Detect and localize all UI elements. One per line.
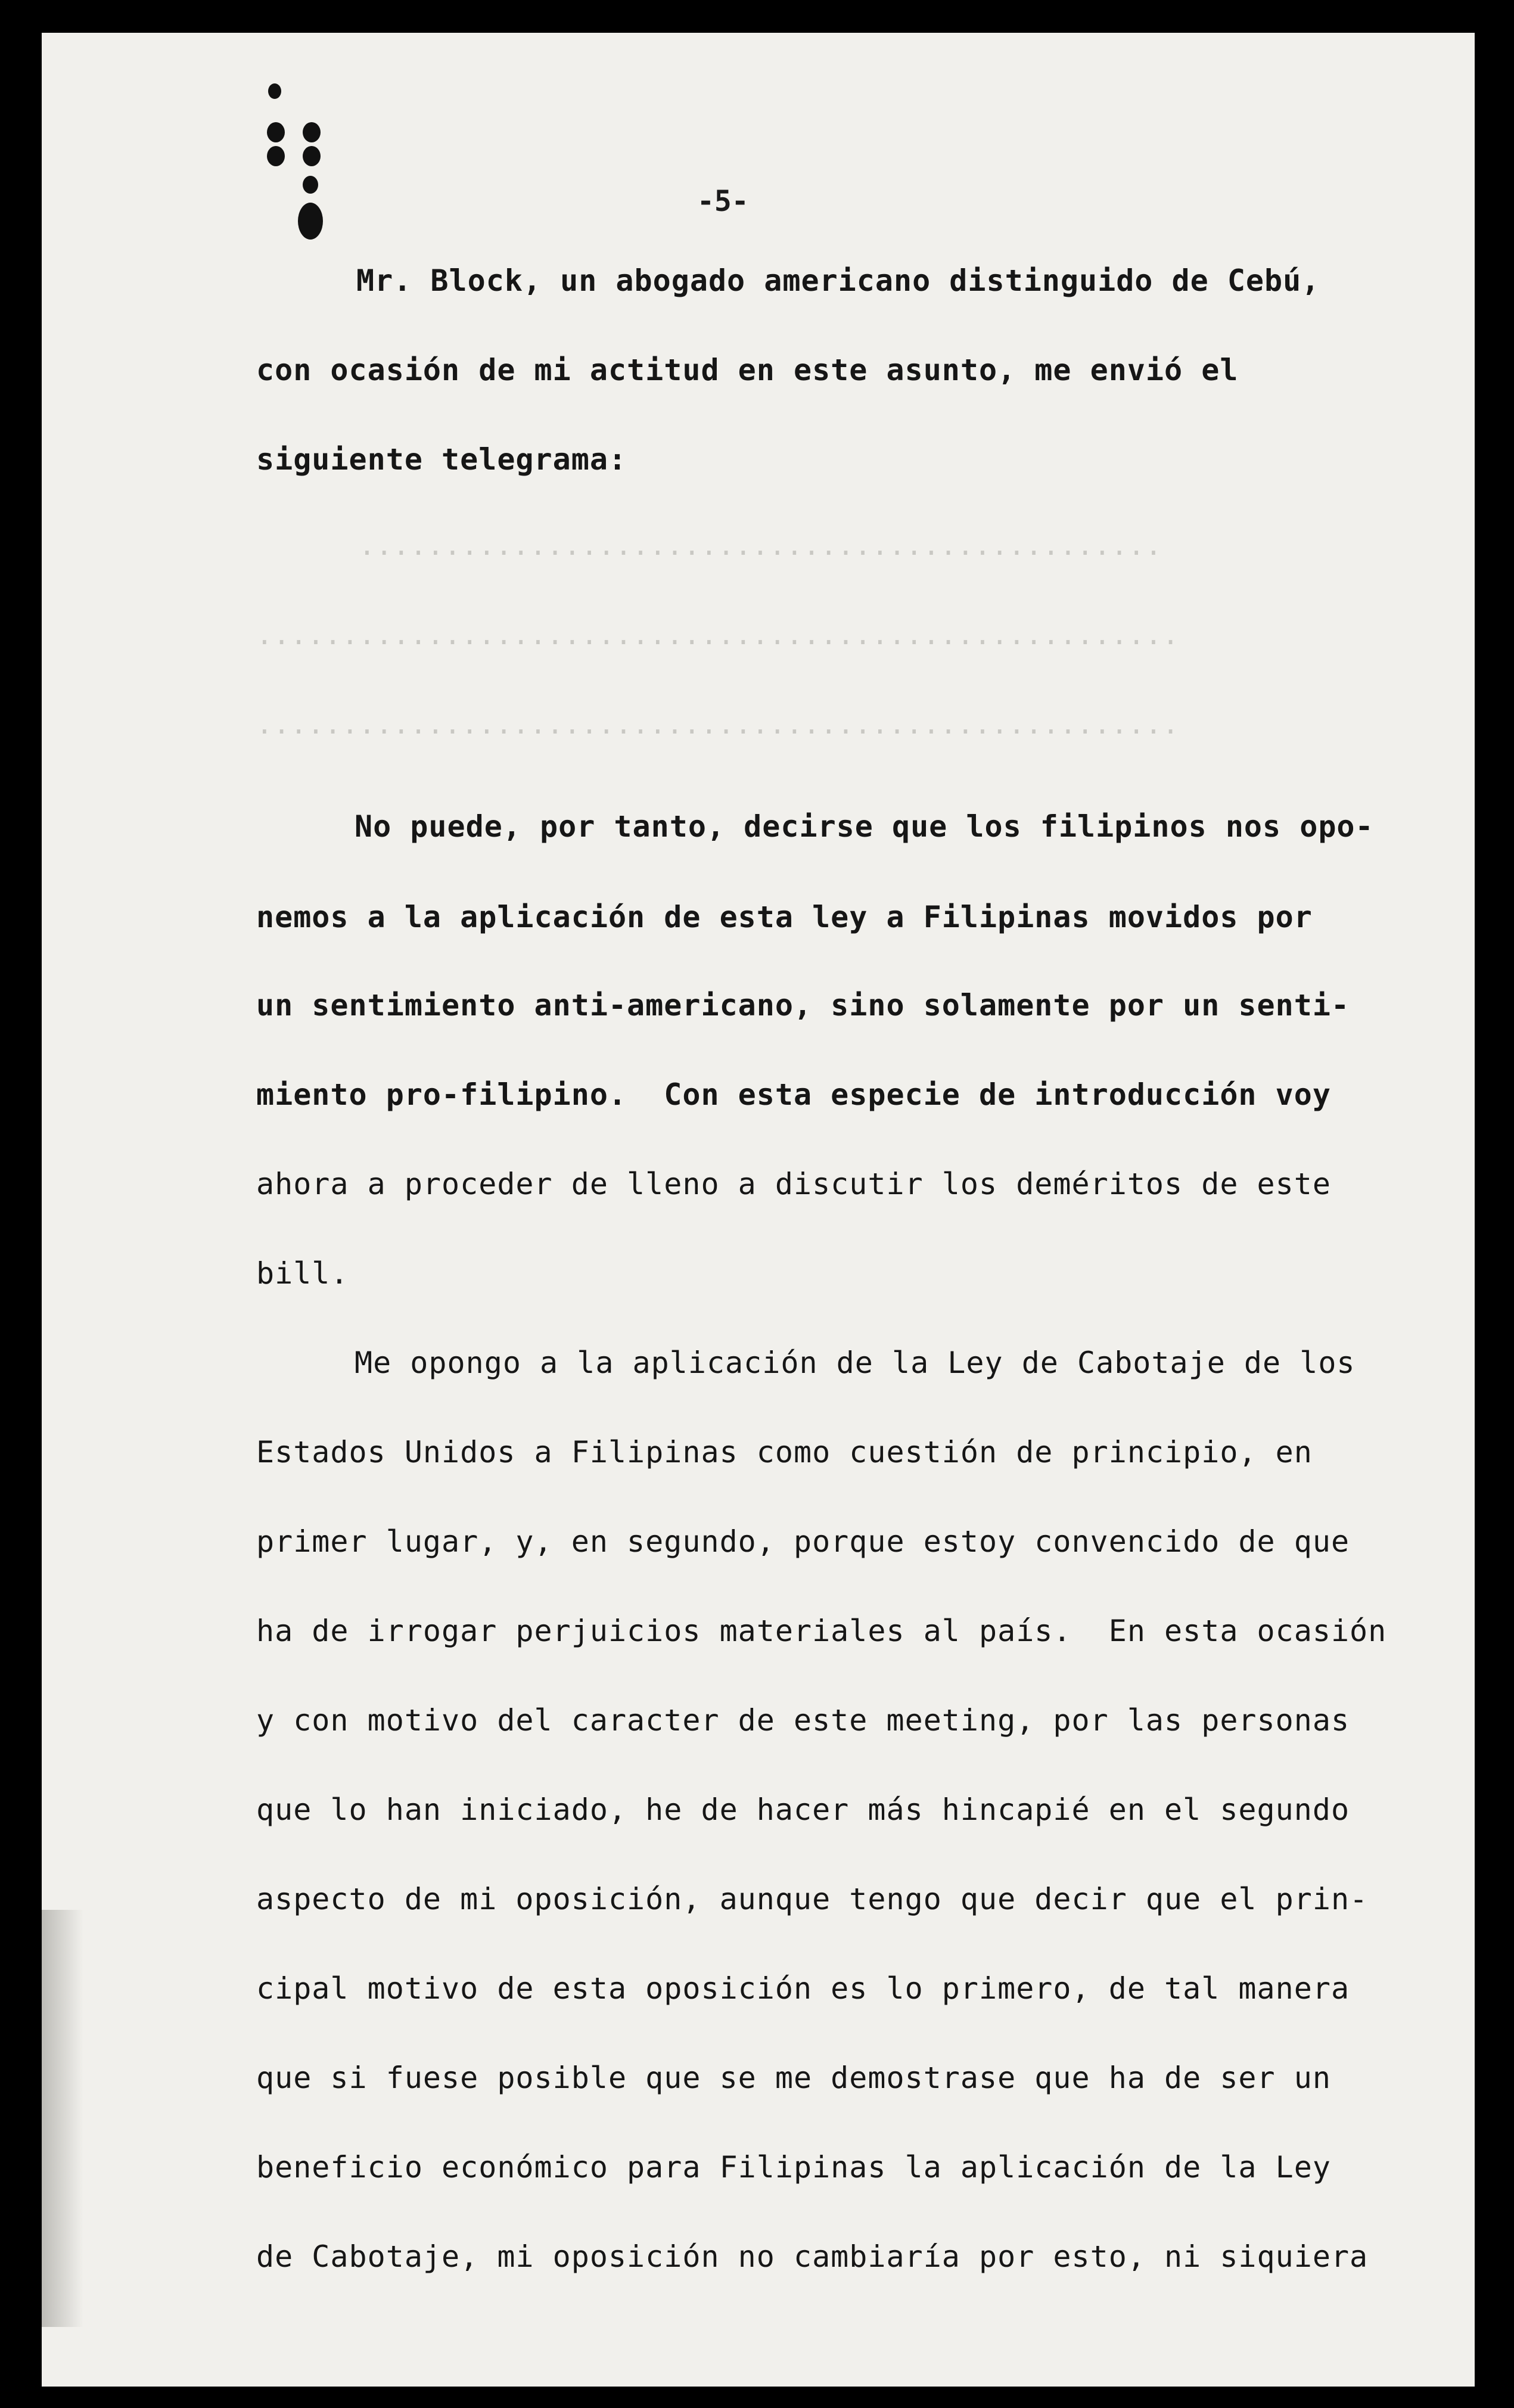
- binding-hole: [303, 176, 318, 194]
- paragraph-line: que lo han iniciado, he de hacer más hincapié en el segundo: [256, 1792, 1350, 1827]
- bleed-through-text: ...............................................: [256, 529, 1162, 561]
- paragraph-line: con ocasión de mi actitud en este asunto, me envió el: [256, 353, 1239, 387]
- paragraph-line: Me opongo a la aplicación de la Ley de Cabotaje de los: [355, 1346, 1356, 1380]
- binding-hole: [267, 122, 285, 142]
- paragraph-line: que si fuese posible que se me demostrase que ha de ser un: [256, 2061, 1331, 2095]
- paragraph-line: No puede, por tanto, decirse que los filipinos nos opo-: [355, 809, 1374, 844]
- bleed-through-text: ......................................................: [256, 708, 1180, 740]
- paragraph-line: bill.: [256, 1256, 349, 1291]
- paragraph-line: ahora a proceder de lleno a discutir los deméritos de este: [256, 1167, 1331, 1201]
- binding-hole: [303, 146, 321, 166]
- paragraph-line: siguiente telegrama:: [256, 442, 627, 477]
- paragraph-line: y con motivo del caracter de este meeting, por las personas: [256, 1703, 1350, 1738]
- bleed-through-text: ......................................................: [256, 619, 1180, 651]
- paragraph-line: miento pro-filipino. Con esta especie de introducción voy: [256, 1077, 1331, 1112]
- page-edge-shadow: [42, 1910, 83, 2327]
- paragraph-line: ha de irrogar perjuicios materiales al país. En esta ocasión: [256, 1614, 1387, 1648]
- binding-hole: [268, 83, 281, 99]
- paragraph-line: un sentimiento anti-americano, sino solamente por un senti-: [256, 988, 1350, 1023]
- paragraph-line: primer lugar, y, en segundo, porque estoy convencido de que: [256, 1524, 1350, 1559]
- page-number: -5-: [697, 185, 749, 218]
- paragraph-line: cipal motivo de esta oposición es lo primero, de tal manera: [256, 1971, 1350, 2006]
- paragraph-line: Estados Unidos a Filipinas como cuestión de principio, en: [256, 1435, 1313, 1469]
- paragraph-line: Mr. Block, un abogado americano distinguido de Cebú,: [356, 263, 1320, 298]
- paragraph-line: beneficio económico para Filipinas la aplicación de la Ley: [256, 2150, 1331, 2185]
- binding-hole: [303, 122, 321, 142]
- document-page: [42, 33, 1475, 2387]
- paragraph-line: nemos a la aplicación de esta ley a Filipinas movidos por: [256, 900, 1313, 934]
- binding-hole: [298, 203, 323, 240]
- paragraph-line: de Cabotaje, mi oposición no cambiaría por esto, ni siquiera: [256, 2239, 1369, 2274]
- binding-hole: [267, 146, 285, 166]
- paragraph-line: aspecto de mi oposición, aunque tengo que decir que el prin-: [256, 1882, 1369, 1916]
